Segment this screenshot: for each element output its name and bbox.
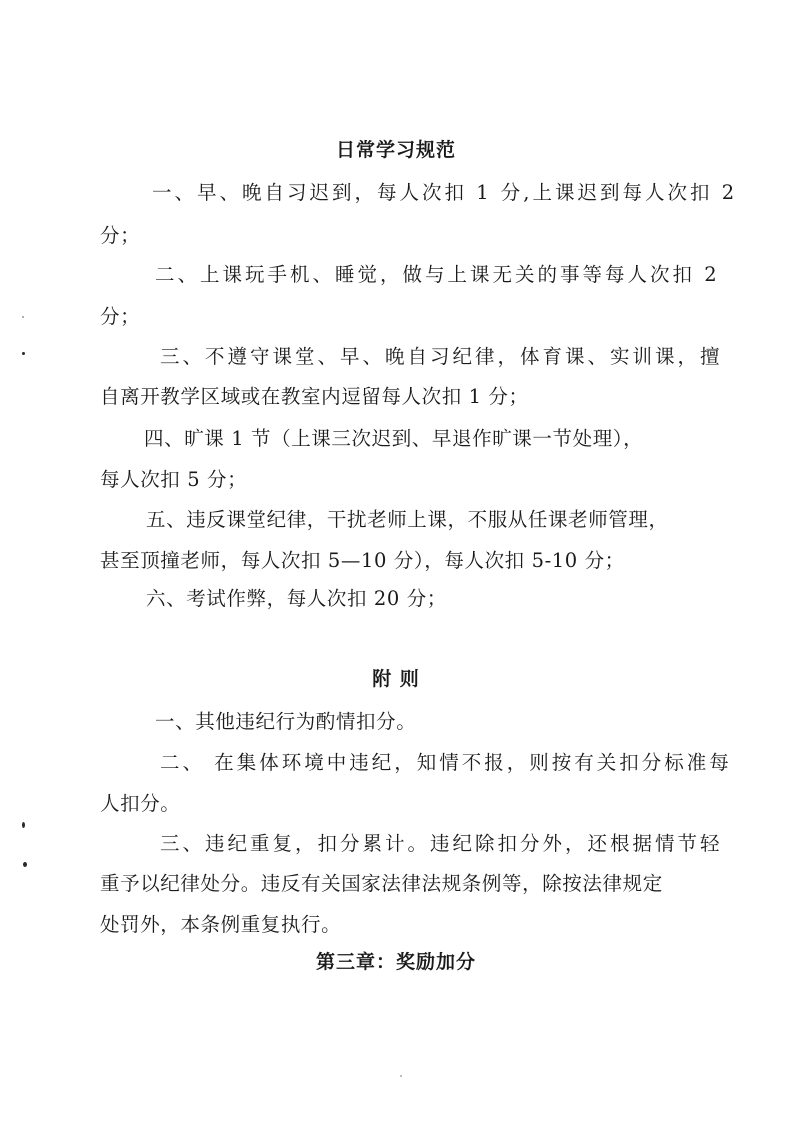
rule-line: 甚至顶撞老师，每人次扣 5—10 分），每人次扣 5-10 分；: [100, 549, 625, 572]
provision-line: 处罚外，本条例重复执行。: [100, 913, 342, 936]
rule-line: 四、旷课 1 节（上课三次迟到、早退作旷课一节处理），: [144, 427, 644, 450]
rule-line: 六、考试作弊，每人次扣 20 分；: [146, 587, 447, 610]
rule-line: 每人次扣 5 分；: [100, 468, 248, 491]
section-title-daily-study-rules: 日常学习规范: [335, 139, 456, 161]
scan-speck: [400, 1075, 402, 1077]
rule-line: 三、不遵守课堂、早、晚自习纪律，体育课、实训课，擅: [160, 345, 723, 368]
rule-line: 分；: [100, 305, 141, 328]
rule-line: 自离开教学区域或在教室内逗留每人次扣 1 分；: [100, 385, 529, 408]
provision-line: 三、违纪重复，扣分累计。违纪除扣分外，还根据情节轻: [160, 832, 723, 855]
rule-line: 一、早、晚自习迟到，每人次扣 1 分,上课迟到每人次扣 2: [152, 181, 738, 204]
rule-line: 五、违反课堂纪律，干扰老师上课，不服从任课老师管理，: [146, 508, 669, 531]
rule-line: 二、上课玩手机、睡觉，做与上课无关的事等每人次扣 2: [155, 263, 720, 286]
provision-line: 二、 在集体环境中违纪，知情不报，则按有关扣分标准每: [160, 751, 732, 774]
scan-speck: [23, 862, 27, 867]
scan-speck: [22, 822, 25, 828]
scan-speck: [22, 352, 25, 355]
rule-line: 分；: [100, 224, 141, 247]
provision-line: 一、其他违纪行为酌情扣分。: [155, 710, 417, 733]
section-title-supplementary-provisions: 附 则: [372, 668, 420, 690]
provision-line: 重予以纪律处分。违反有关国家法律法规条例等，除按法律规定: [100, 872, 663, 895]
chapter-title-rewards: 第三章：奖励加分: [315, 951, 476, 973]
scan-speck: [22, 316, 24, 318]
provision-line: 人扣分。: [100, 792, 181, 815]
